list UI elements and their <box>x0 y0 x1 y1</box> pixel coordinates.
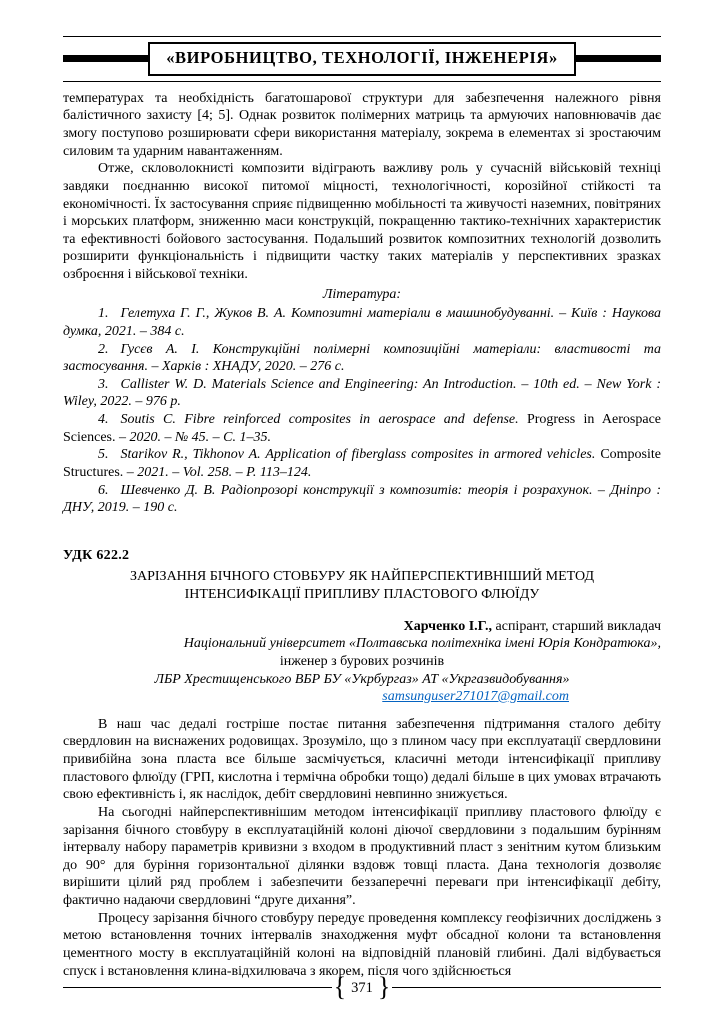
paragraph: температурах та необхідність багатошарової структури для забезпечення належного рівня балістичного захисту [4; 5]. Однак розвиток полімерних матриць та армуючих наповнювачів дає змогу поступово розширювати сфери використання матеріалу, зокрема в елементах зі зростаючим силовим та ударним навантаженням. <box>63 90 661 159</box>
paragraph: На сьогодні найперспективнішим методом інтенсифікації припливу пластового флюїду є зарізання бічного стовбуру в експлуатаційній колоні діючої свердловини з подальшим бурінням інтервалу набору параметрів кривизни з входом в продуктивний пласт з зенітним кутом близьким до 90° для буріння горизонтальної ділянки вздовж товщі пласта. Дана технологія дозволяє вирішити цілий ряд проблем і забезпечити беззаперечні переваги при інтенсифікації дебіту, фактично надаючи свердловині “друге дихання”. <box>63 804 661 909</box>
author-block <box>63 618 661 706</box>
reference-number: 6. <box>98 482 109 498</box>
reference-journal: Progress in Aerospace Sciences. <box>63 412 661 445</box>
reference-item <box>63 482 661 517</box>
journal-title-box <box>148 42 576 76</box>
udc-code: УДК 622.2 <box>63 547 130 563</box>
reference-text: Гусєв А. І. Конструкційні полімерні композиційні матеріали: властивості та застосування. – Харків : ХНАДУ, 2020. – 276 с. <box>63 341 661 375</box>
reference-item <box>63 411 661 446</box>
reference-text: – 2021. – Vol. 258. – P. 113–124. <box>123 464 312 480</box>
footer-rule-left <box>63 987 332 988</box>
previous-article-text <box>63 90 661 517</box>
reference-number: 2. <box>98 341 109 357</box>
footer-brace-left: { <box>333 971 347 1002</box>
reference-item <box>63 376 661 411</box>
email-line <box>63 688 661 706</box>
journal-title: «ВИРОБНИЦТВО, ТЕХНОЛОГІЇ, ІНЖЕНЕРІЯ» <box>166 48 558 67</box>
affiliation-line: Національний університет «Полтавська політехніка імені Юрія Кондратюка», <box>183 636 661 652</box>
header-rule-right <box>576 55 661 62</box>
reference-text: Starikov R., Tikhonov A. Application of fiberglass composites in armored vehicles. <box>120 447 601 463</box>
page-number: 371 <box>351 979 373 996</box>
reference-number: 5. <box>98 447 109 463</box>
journal-header <box>63 36 661 82</box>
reference-item <box>63 305 661 340</box>
paragraph: Процесу зарізання бічного стовбуру передує проведення комплексу геофізичних досліджень з метою встановлення точних інтервалів знаходження муфт обсадної колони та встановлення цементного мосту в експлуатаційній колоні на відповідній плановій глибині. Далі відбувається спуск і встановлення клина-відхилювача з якорем, після чого здійснюється <box>63 910 661 979</box>
reference-text: Callister W. D. Materials Science and Engineering: An Introduction. – 10th ed. – New York : Wiley, 2022. – 976 p. <box>63 376 661 410</box>
paragraph: Отже, скловолокнисті композити відіграють важливу роль у сучасній військовій техніці завдяки поєднанню високої питомої міцності, технологічності, корозійної стійкості та економічності. Їх застосування сприяє підвищенню мобільності та живучості наземних, повітряних і морських платформ, зниженню маси конструкцій, покращенню тактико-технічних характеристик та ефективності бойового застосування. Подальший розвиток композитних технологій дозволить розширити функціональність і підвищити частку таких матеріалів у перспективних зразках озброєння і військової техніки. <box>63 161 661 283</box>
article-title: ЗАРІЗАННЯ БІЧНОГО СТОВБУРУ ЯК НАЙПЕРСПЕКТИВНІШИЙ МЕТОД ІНТЕНСИФІКАЦІЇ ПРИПЛИВУ ПЛАСТОВОГО ФЛЮЇДУ <box>129 569 594 603</box>
paragraph: В наш час дедалі гостріше постає питання забезпечення підтримання сталого дебіту свердловин на виснажених родовищах. Зрозуміло, що з плином часу при експлуатації свердловини привибійна зона пласта все більше засмічується, класичні методи інтенсифікації припливу пластового флюїду (ГРП, кислотна і термічна обробки тощо) дедалі більше в цих умовах втрачають свою ефективність і, як наслідок, дебіт свердловині невпинно знижується. <box>63 716 661 803</box>
reference-text: Soutis C. Fibre reinforced composites in aerospace and defense. <box>120 412 527 428</box>
article-body <box>63 716 661 980</box>
reference-text: Гелетуха Г. Г., Жуков В. А. Композитні матеріали в машинобудуванні. – Київ : Наукова думка, 2021. – 384 с. <box>63 306 661 339</box>
author-name: Харченко І.Г., <box>403 618 493 634</box>
reference-number: 3. <box>98 376 109 392</box>
references-list <box>63 305 661 517</box>
footer-rule-right <box>392 987 661 988</box>
author-line <box>63 618 661 636</box>
reference-item <box>63 341 661 376</box>
reference-item <box>63 446 661 481</box>
page-footer <box>63 971 661 1002</box>
footer-brace-right: } <box>377 971 391 1002</box>
article <box>63 547 661 980</box>
reference-text: – 2020. – № 45. – С. 1–35. <box>115 429 272 445</box>
email-link[interactable]: samsunguser271017@gmail.com <box>382 689 569 705</box>
affiliation-line: ЛБР Хрестищенського ВБР БУ «Укрбургаз» АТ «Укргазвидобування» <box>154 671 570 687</box>
header-rule-left <box>63 55 148 62</box>
reference-number: 4. <box>98 412 109 428</box>
author-role: аспірант, старший викладач <box>492 618 661 634</box>
reference-text: Шевченко Д. В. Радіопрозорі конструкції з композитів: теорія і розрахунок. – Дніпро : ДНУ, 2019. – 190 с. <box>63 482 661 516</box>
reference-journal: Composite Structures. <box>63 447 661 480</box>
references-heading: Література: <box>322 286 402 302</box>
position-line: інженер з бурових розчинів <box>279 653 445 669</box>
reference-number: 1. <box>98 306 109 322</box>
